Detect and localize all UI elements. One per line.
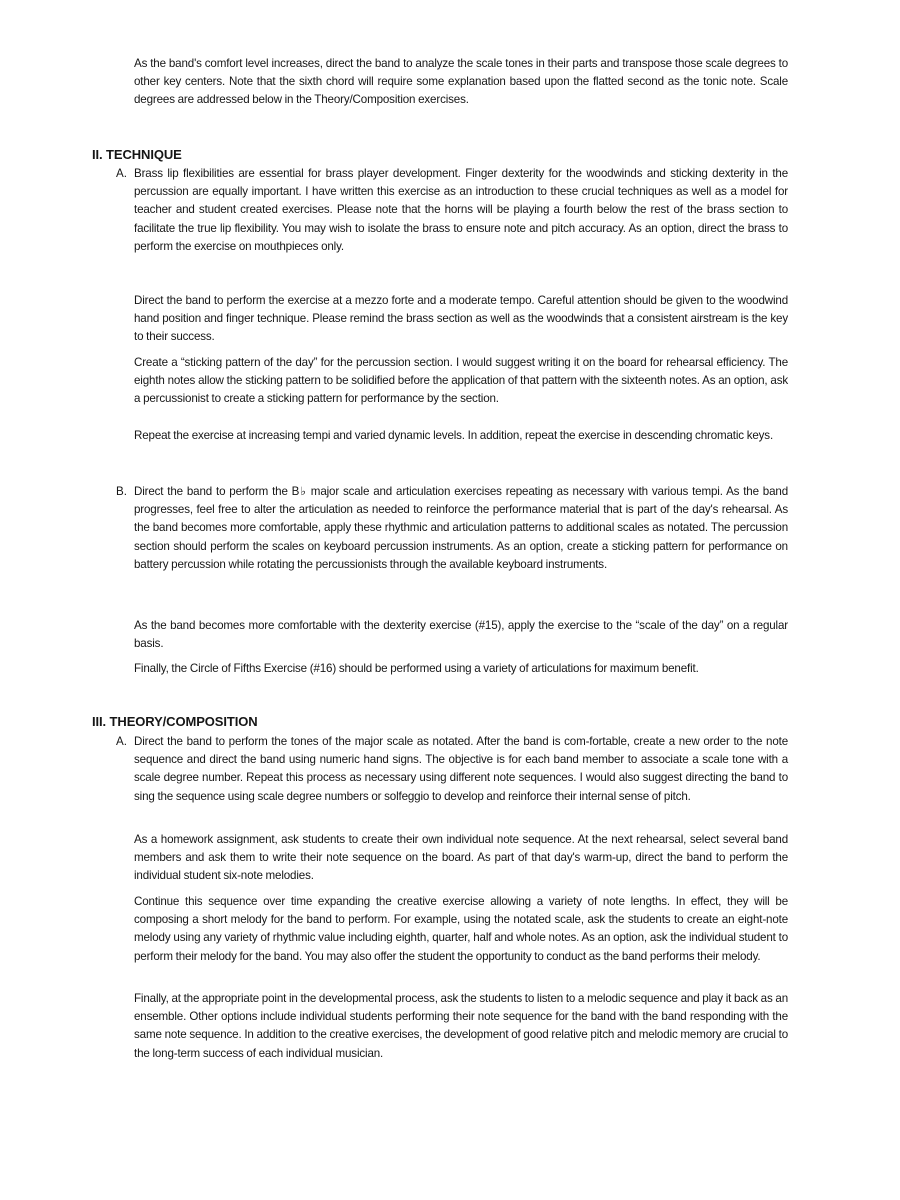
theory-a-paragraph-1: Direct the band to perform the tones of the major scale as notated. After the band is com-fortable, create a new order to the note sequence and direct the band using numeric hand signs. The objective is for each band member to associate a scale tone with a scale degree number. Repeat this process as necessary using different note sequences. I would also suggest directing the band to sing the sequence using scale degree numbers or solfeggio to develop and reinforce their internal sense of pitch. <box>134 735 788 803</box>
theory-a-paragraph-4: Finally, at the appropriate point in the developmental process, ask the students to listen to a melodic sequence and play it back as an ensemble. Other options include individual students performing their note sequence for the band with the band responding with the same note sequence. In addition to the creative exercises, the development of good relative pitch and melodic memory are crucial to the long-term success of each individual musician. <box>134 992 788 1060</box>
technique-heading: II. TECHNIQUE <box>92 147 182 162</box>
technique-b-paragraph-1: Direct the band to perform the B♭ major scale and articulation exercises repeating as necessary with various tempi. As the band progresses, feel free to alter the articulation as needed to reinforce the performance material that is part of the day's rehearsal. As the band becomes more comfortable, apply these rhythmic and articulation patterns to additional scales as notated. The percussion section should perform the scales on keyboard percussion instruments. As an option, create a sticking pattern for performance on battery percussion while rotating the percussionists through the available keyboard instruments. <box>134 485 788 571</box>
theory-a-label: A. <box>116 735 127 748</box>
theory-a-paragraph-3: Continue this sequence over time expanding the creative exercise allowing a variety of note lengths. In effect, they will be composing a short melody for the band to perform. For example, using the notated scale, ask the students to create an eight-note melody using any variety of rhythmic value including eighth, quarter, half and whole notes. As an option, ask the individual student to perform their melody for the band. You may also offer the student the opportunity to conduct as the band performs their melody. <box>134 895 788 963</box>
technique-a-paragraph-4: Repeat the exercise at increasing tempi and varied dynamic levels. In addition, repeat the exercise in descending chromatic keys. <box>134 429 774 442</box>
technique-b-paragraph-3: Finally, the Circle of Fifths Exercise (#16) should be performed using a variety of articulations for maximum benefit. <box>134 662 699 675</box>
technique-a-paragraph-1: Brass lip flexibilities are essential for brass player development. Finger dexterity for the woodwinds and sticking dexterity in the percussion are equally important. I have written this exercise as an introduction to these crucial techniques as well as a model for teacher and student created exercises. Please note that the horns will be playing a fourth below the rest of the brass section to facilitate the true lip flexibility. You may wish to isolate the brass to ensure note and pitch accuracy. As an option, direct the brass to perform the exercise on mouthpieces only. <box>134 167 788 253</box>
technique-a-paragraph-2: Direct the band to perform the exercise at a mezzo forte and a moderate tempo. Careful attention should be given to the woodwind hand position and finger technique. Please remind the brass section as well as the woodwinds that a consistent airstream is the key to their success. <box>134 294 788 344</box>
theory-composition-heading: III. THEORY/COMPOSITION <box>92 714 258 729</box>
technique-a-paragraph-3: Create a “sticking pattern of the day” for the percussion section. I would suggest writing it on the board for rehearsal efficiency. The eighth notes allow the sticking pattern to be solidified before the application of that pattern with the sixteenth notes. As an option, ask a percussionist to create a sticking pattern for performance by the section. <box>134 356 788 406</box>
intro-paragraph: As the band's comfort level increases, direct the band to analyze the scale tones in their parts and transpose those scale degrees to other key centers. Note that the sixth chord will require some explanation based upon the flatted second as the tonic note. Scale degrees are addressed below in the Theory/Composition exercises. <box>134 57 788 107</box>
technique-b-label: B. <box>116 485 127 498</box>
technique-b-paragraph-2: As the band becomes more comfortable with the dexterity exercise (#15), apply the exercise to the “scale of the day” on a regular basis. <box>134 619 788 651</box>
theory-a-paragraph-2: As a homework assignment, ask students to create their own individual note sequence. At the next rehearsal, select several band members and ask them to write their note sequence on the board. As part of that day's warm-up, direct the band to perform the individual student six-note melodies. <box>134 833 788 883</box>
technique-a-label: A. <box>116 167 127 180</box>
